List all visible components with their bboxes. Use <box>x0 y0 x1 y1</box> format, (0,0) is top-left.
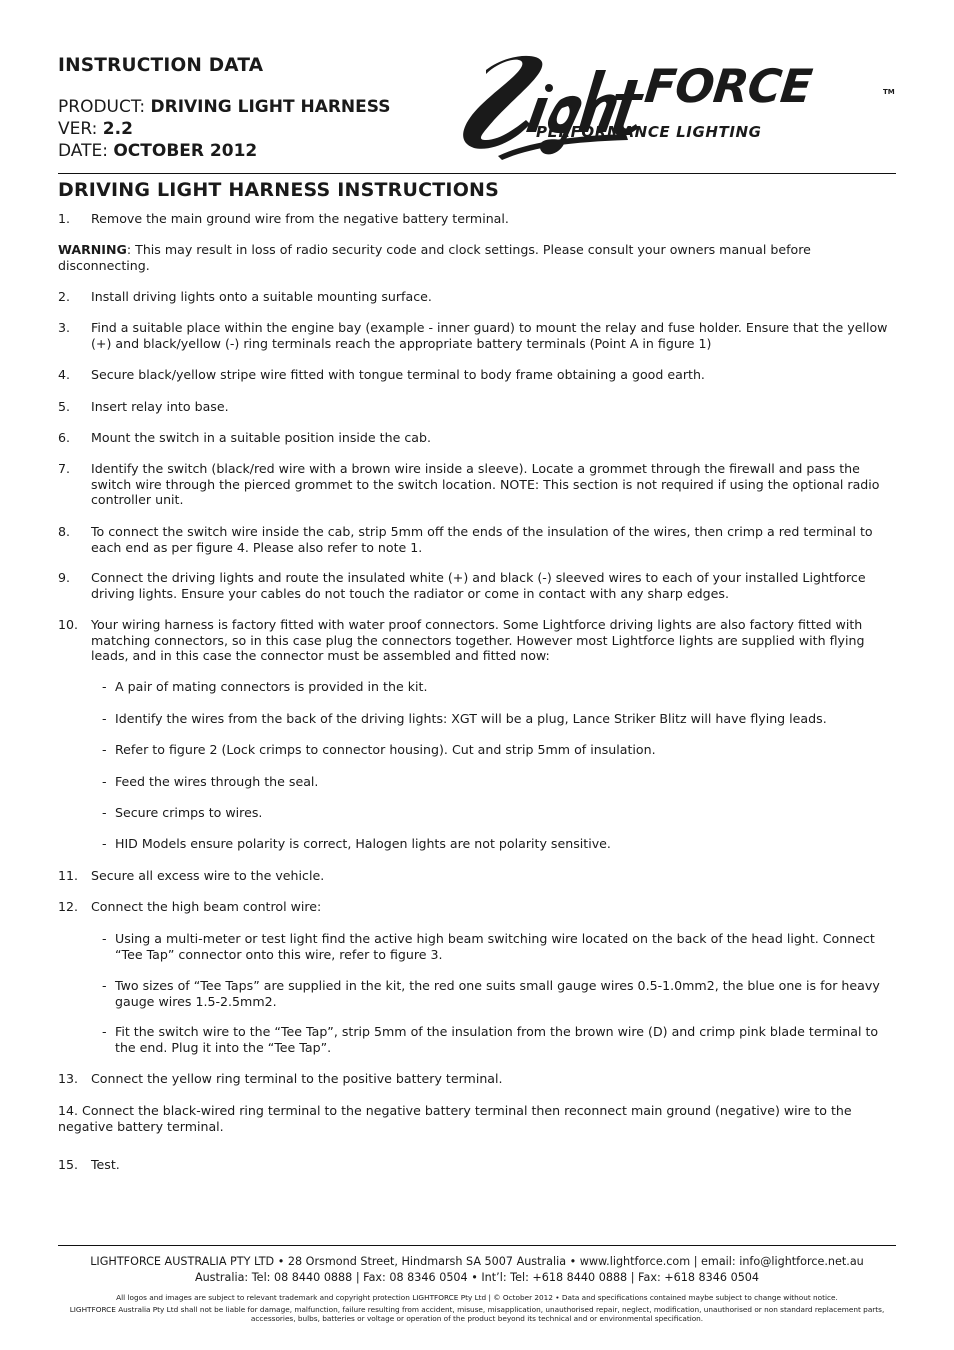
dash-bullet: - <box>102 711 107 726</box>
sub-item-text: Using a multi-meter or test light find the active high beam switching wire located on the back of the head light. Connect “Tee Tap” connector onto this wire, refer to figure 3. <box>115 931 875 962</box>
date-line <box>58 141 257 162</box>
logo-trademark: TM <box>883 88 895 96</box>
product-label: PRODUCT: <box>58 97 151 117</box>
version-value: 2.2 <box>102 119 133 139</box>
sub-item-text: Refer to figure 2 (Lock crimps to connector housing). Cut and strip 5mm of insulation. <box>115 742 656 757</box>
warning-text: : This may result in loss of radio security code and clock settings. Please consult your owners manual before disconnecting. <box>58 242 811 273</box>
lightforce-logo <box>446 48 906 164</box>
step-text: Test. <box>91 1157 120 1172</box>
step-number: 8. <box>58 524 71 539</box>
step-number: 4. <box>58 367 71 382</box>
step-number: 12. <box>58 899 79 914</box>
dash-bullet: - <box>102 742 107 757</box>
dash-bullet: - <box>102 774 107 789</box>
header-divider <box>58 173 896 174</box>
step-number: 1. <box>58 211 71 226</box>
step-number: 9. <box>58 570 71 585</box>
step-text: Connect the yellow ring terminal to the positive battery terminal. <box>91 1071 503 1086</box>
step-number: 3. <box>58 320 71 335</box>
footer-copyright: All logos and images are subject to relevant trademark and copyright protection LIGHTFORCE Pty Ltd | © October 2012 • Data and specifications contained maybe subject to change without notice. <box>116 1293 838 1302</box>
warning-label: WARNING <box>58 242 127 257</box>
step-number: 5. <box>58 399 71 414</box>
date-label: DATE: <box>58 141 114 161</box>
sub-item-text: A pair of mating connectors is provided in the kit. <box>115 679 428 694</box>
dash-bullet: - <box>102 836 107 851</box>
footer-divider <box>58 1245 896 1246</box>
logo-force-lettering: FORCE <box>642 59 814 113</box>
dash-bullet: - <box>102 805 107 820</box>
footer-disclaimer: LIGHTFORCE Australia Pty Ltd shall not be liable for damage, malfunction, failure resulting from accident, misuse, misapplication, unauthorised repair, neglect, modification, unauthorised or non standard replacement parts, accessories, bulbs, batteries or voltage or operation of the product beyond its technical and or environmental specification. <box>69 1305 885 1323</box>
dash-bullet: - <box>102 1024 107 1039</box>
step-number: 11. <box>58 868 79 883</box>
sub-item-text: Secure crimps to wires. <box>115 805 263 820</box>
step-number: 10. <box>58 617 79 632</box>
step-text: Install driving lights onto a suitable mounting surface. <box>91 289 432 304</box>
section-title: DRIVING LIGHT HARNESS INSTRUCTIONS <box>58 179 500 201</box>
dash-bullet: - <box>102 931 107 946</box>
step-text: Your wiring harness is factory fitted with water proof connectors. Some Lightforce driving lights are also factory fitted with matching connectors, so in this case plug the connectors together. However most Lightforce lights are supplied with flying leads, and in this case the connector must be assembled and fitted now: <box>91 617 865 664</box>
step-number: 15. <box>58 1157 79 1172</box>
step-number: 6. <box>58 430 71 445</box>
step-text: Identify the switch (black/red wire with a brown wire inside a sleeve). Locate a grommet through the firewall and pass the switch wire through the pierced grommet to the switch location. NOTE: This section is not required if using the optional radio controller unit. <box>91 461 880 508</box>
product-value: DRIVING LIGHT HARNESS <box>150 97 391 117</box>
step-text: Mount the switch in a suitable position inside the cab. <box>91 430 431 445</box>
sub-item-text: HID Models ensure polarity is correct, Halogen lights are not polarity sensitive. <box>115 836 611 851</box>
step-number: 2. <box>58 289 71 304</box>
step-text: Secure all excess wire to the vehicle. <box>91 868 325 883</box>
warning-note <box>58 242 818 273</box>
version-label: VER: <box>58 119 103 139</box>
step-text: Connect the driving lights and route the insulated white (+) and black (-) sleeved wires to each of your installed Lightforce driving lights. Ensure your cables do not touch the radiator or come in contact with any sharp edges. <box>91 570 866 601</box>
sub-item-text: Two sizes of “Tee Taps” are supplied in the kit, the red one suits small gauge wires 0.5-1.0mm2, the blue one is for heavy gauge wires 1.5-2.5mm2. <box>115 978 880 1009</box>
footer-phone-fax: Australia: Tel: 08 8440 0888 | Fax: 08 8346 0504 • Int’l: Tel: +618 8440 0888 | Fax: +618 8346 0504 <box>194 1271 760 1284</box>
step-number: 7. <box>58 461 71 476</box>
step-text: Find a suitable place within the engine bay (example - inner guard) to mount the relay and fuse holder. Ensure that the yellow (+) and black/yellow (-) ring terminals reach the appropriate battery terminals (Point A in figure 1) <box>91 320 888 351</box>
sub-item-text: Feed the wires through the seal. <box>115 774 319 789</box>
dash-bullet: - <box>102 978 107 993</box>
footer-company-address: LIGHTFORCE AUSTRALIA PTY LTD • 28 Orsmond Street, Hindmarsh SA 5007 Australia • www.lightforce.com | email: info@lightforce.net.au <box>90 1255 864 1268</box>
step-text: Secure black/yellow stripe wire fitted with tongue terminal to body frame obtaining a good earth. <box>91 367 705 382</box>
step-text: To connect the switch wire inside the cab, strip 5mm off the ends of the insulation of the wires, then crimp a red terminal to each end as per figure 4. Please also refer to note 1. <box>91 524 873 555</box>
step-text: Connect the high beam control wire: <box>91 899 322 914</box>
dash-bullet: - <box>102 679 107 694</box>
version-line <box>58 119 133 140</box>
date-value: OCTOBER 2012 <box>113 141 258 161</box>
step-text: Remove the main ground wire from the negative battery terminal. <box>91 211 509 226</box>
sub-item-text: Identify the wires from the back of the driving lights: XGT will be a plug, Lance Striker Blitz will have flying leads. <box>115 711 827 726</box>
sub-item-text: Fit the switch wire to the “Tee Tap”, strip 5mm of the insulation from the brown wire (D) and crimp pink blade terminal to the end. Plug it into the “Tee Tap”. <box>115 1024 879 1055</box>
logo-tagline: PERFORMANCE LIGHTING <box>536 123 762 141</box>
document-type-heading: INSTRUCTION DATA <box>58 55 264 76</box>
step-number: 13. <box>58 1071 79 1086</box>
step-14: 14. Connect the black-wired ring terminal to the negative battery terminal then reconnect main ground (negative) wire to the negative battery terminal. <box>58 1103 852 1134</box>
step-text: Insert relay into base. <box>91 399 229 414</box>
product-line <box>58 97 391 118</box>
